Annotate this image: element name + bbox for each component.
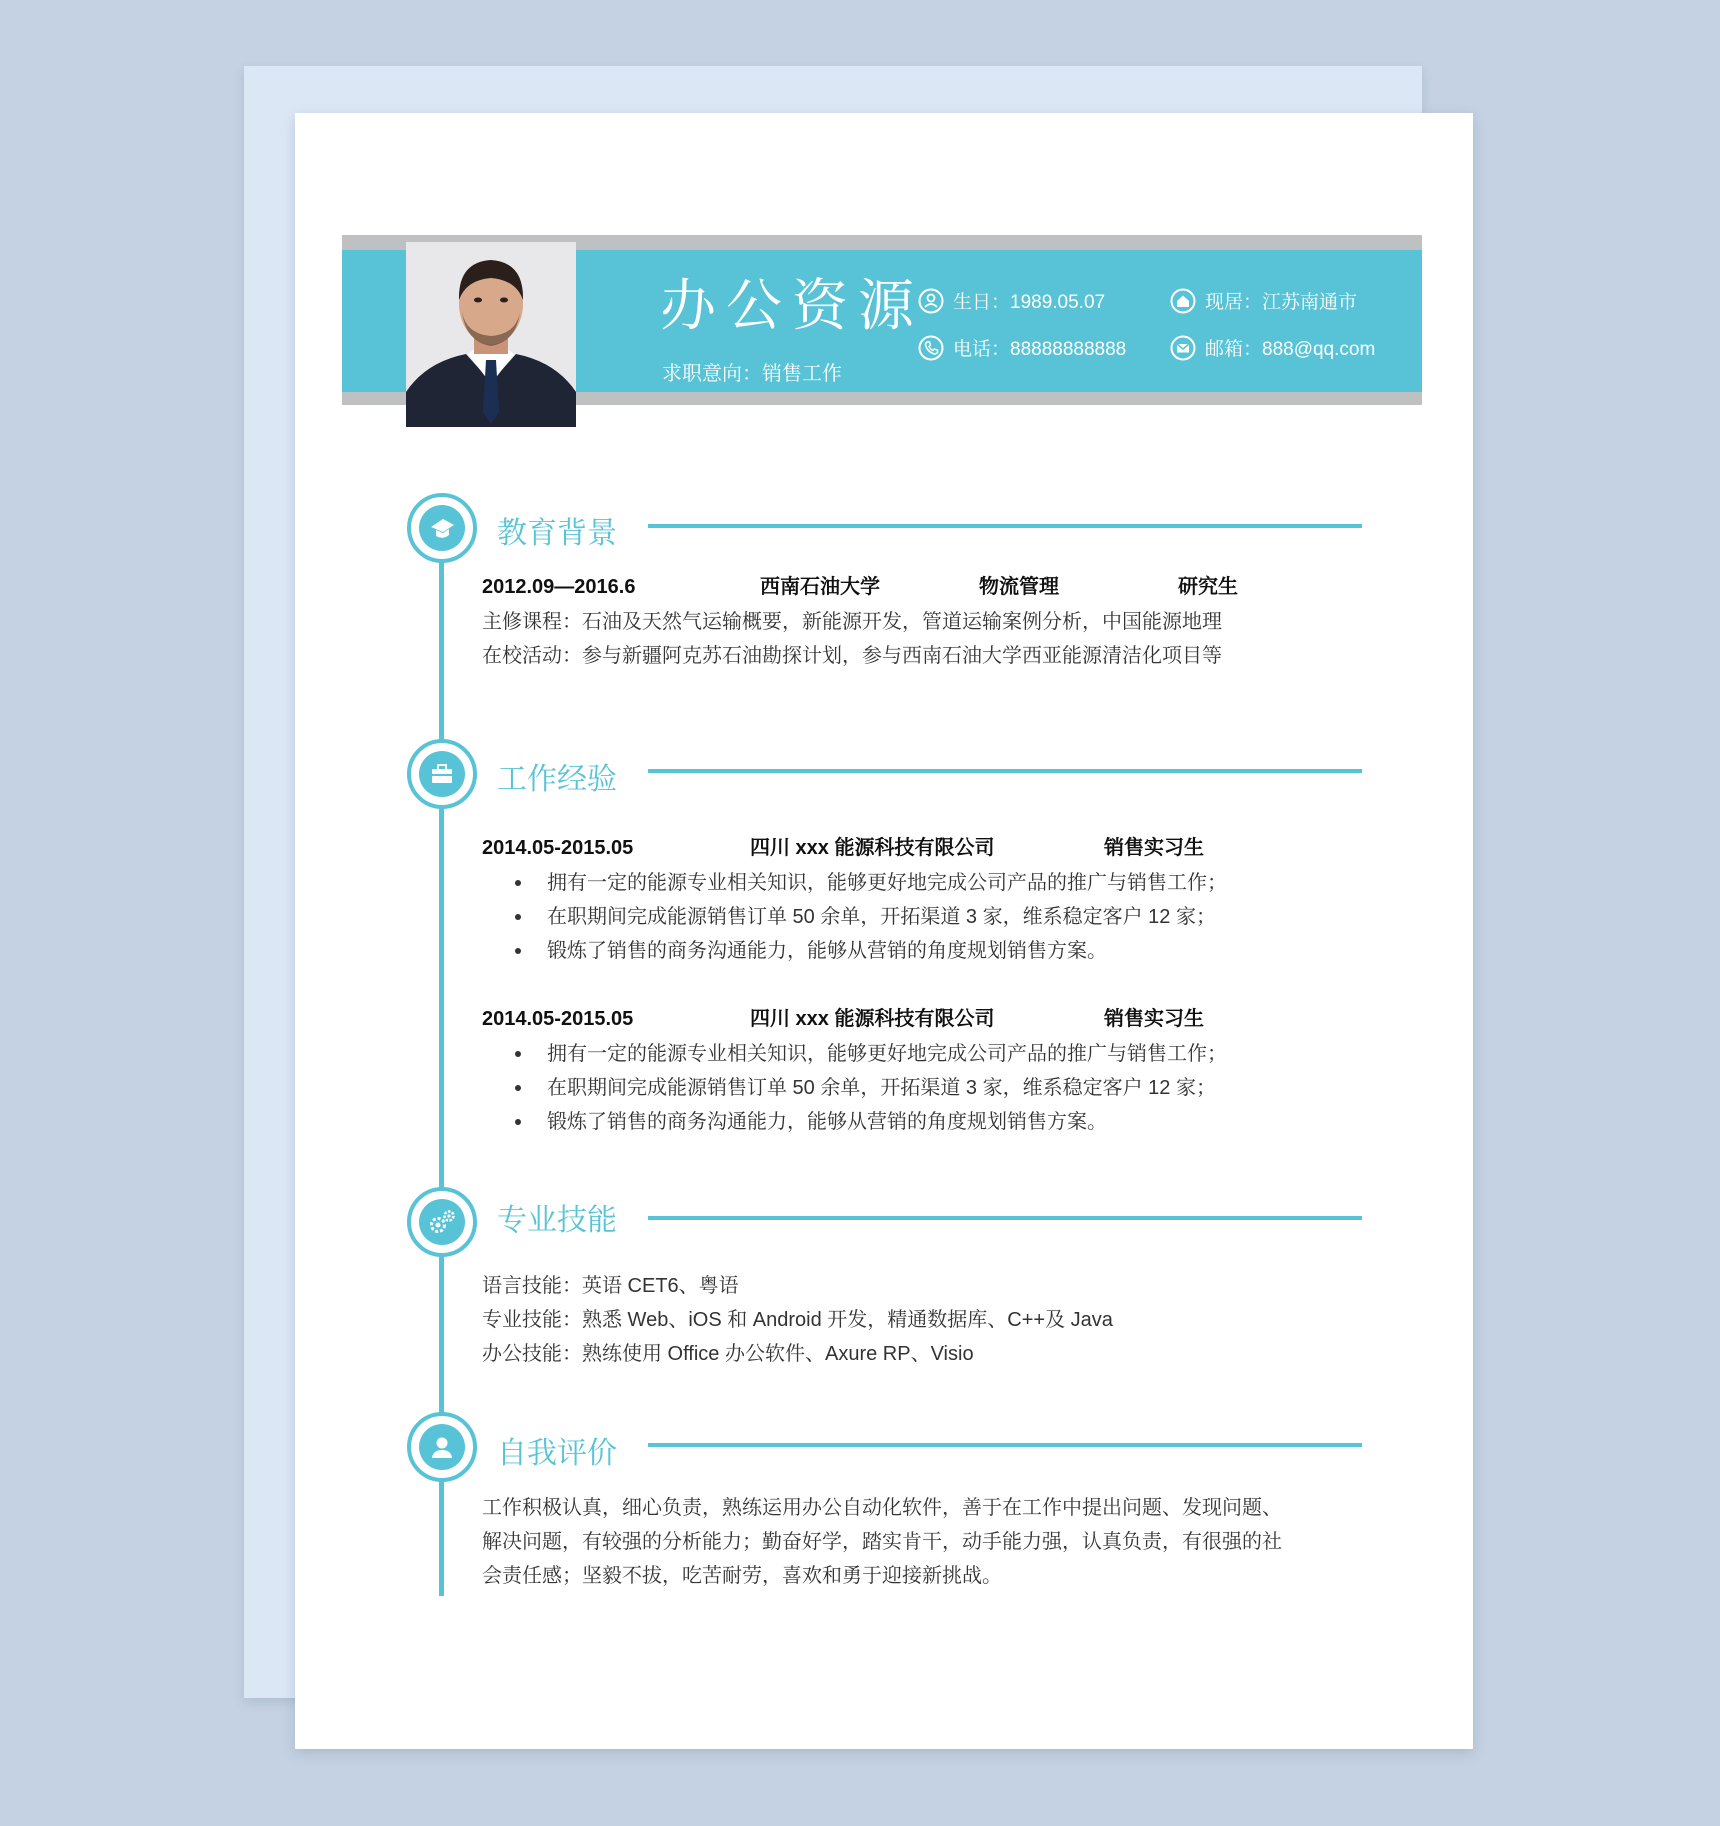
person-icon <box>427 1432 457 1462</box>
job-company: 四川 xxx 能源科技有限公司 <box>750 1008 995 1030</box>
bullet-dot <box>515 914 521 920</box>
residence-info <box>1170 287 1357 314</box>
job-period: 2014.05-2015.05 <box>482 837 634 859</box>
self-eval-line: 解决问题，有较强的分析能力；勤奋好学，踏实肯干，动手能力强，认真负责，有很强的社 <box>482 1531 1282 1553</box>
self-eval-line: 会责任感；坚毅不拔，吃苦耐劳，喜欢和勇于迎接新挑战。 <box>482 1565 1002 1587</box>
self-eval-title: 自我评价 <box>497 1437 617 1470</box>
job-role: 销售实习生 <box>1104 1008 1204 1030</box>
birthday-info <box>918 287 1105 314</box>
email-text: 邮箱：888@qq.com <box>1205 339 1376 360</box>
job-point: 在职期间完成能源销售订单 50 余单，开拓渠道 3 家，维系稳定客户 12 家； <box>547 1077 1216 1099</box>
skills-divider <box>648 1216 1362 1220</box>
skill-line: 专业技能：熟悉 Web、iOS 和 Android 开发，精通数据库、C++及 Java <box>482 1309 1113 1331</box>
skills-badge <box>407 1187 477 1257</box>
job-point: 拥有一定的能源专业相关知识，能够更好地完成公司产品的推广与销售工作； <box>547 1043 1227 1065</box>
home-icon <box>1170 288 1196 314</box>
candidate-name: 办公资源 <box>660 274 924 337</box>
job-point: 拥有一定的能源专业相关知识，能够更好地完成公司产品的推广与销售工作； <box>547 872 1227 894</box>
work-title: 工作经验 <box>497 763 617 796</box>
gears-icon <box>426 1206 458 1238</box>
phone-text: 电话：88888888888 <box>953 339 1127 360</box>
phone-icon <box>918 335 944 361</box>
bullet-dot <box>515 1085 521 1091</box>
job-point: 锻炼了销售的商务沟通能力，能够从营销的角度规划销售方案。 <box>547 940 1107 962</box>
skill-line: 办公技能：熟练使用 Office 办公软件、Axure RP、Visio <box>482 1343 974 1365</box>
profile-photo <box>406 242 576 427</box>
job-point: 锻炼了销售的商务沟通能力，能够从营销的角度规划销售方案。 <box>547 1111 1107 1133</box>
graduation-icon <box>427 513 457 543</box>
residence-text: 现居：江苏南通市 <box>1205 292 1358 313</box>
skills-title: 专业技能 <box>497 1204 617 1237</box>
job-objective: 求职意向：销售工作 <box>662 363 842 385</box>
briefcase-icon <box>427 759 457 789</box>
work-divider <box>648 769 1362 773</box>
education-school: 西南石油大学 <box>760 576 880 598</box>
work-badge <box>407 739 477 809</box>
job-period: 2014.05-2015.05 <box>482 1008 634 1030</box>
bullet-dot <box>515 948 521 954</box>
job-company: 四川 xxx 能源科技有限公司 <box>750 837 995 859</box>
education-major: 物流管理 <box>979 576 1059 598</box>
bullet-dot <box>515 1119 521 1125</box>
job-point: 在职期间完成能源销售订单 50 余单，开拓渠道 3 家，维系稳定客户 12 家； <box>547 906 1216 928</box>
bullet-dot <box>515 1051 521 1057</box>
education-courses: 主修课程：石油及天然气运输概要，新能源开发，管道运输案例分析，中国能源地理 <box>482 611 1222 633</box>
education-title: 教育背景 <box>497 517 617 550</box>
education-divider <box>648 524 1362 528</box>
education-period: 2012.09—2016.6 <box>482 576 636 598</box>
skill-line: 语言技能：英语 CET6、粤语 <box>482 1275 739 1297</box>
education-badge <box>407 493 477 563</box>
job-role: 销售实习生 <box>1104 837 1204 859</box>
avatar <box>406 242 576 427</box>
education-activities: 在校活动：参与新疆阿克苏石油勘探计划，参与西南石油大学西亚能源清洁化项目等 <box>482 645 1222 667</box>
user-circle-icon <box>918 288 944 314</box>
phone-info <box>918 334 1126 361</box>
education-degree: 研究生 <box>1178 576 1238 598</box>
email-info <box>1170 334 1375 361</box>
birthday-text: 生日：1989.05.07 <box>953 292 1106 313</box>
self-eval-divider <box>648 1443 1362 1447</box>
bullet-dot <box>515 880 521 886</box>
self-eval-badge <box>407 1412 477 1482</box>
mail-icon <box>1170 335 1196 361</box>
self-eval-line: 工作积极认真，细心负责，熟练运用办公自动化软件，善于在工作中提出问题、发现问题、 <box>482 1497 1282 1519</box>
